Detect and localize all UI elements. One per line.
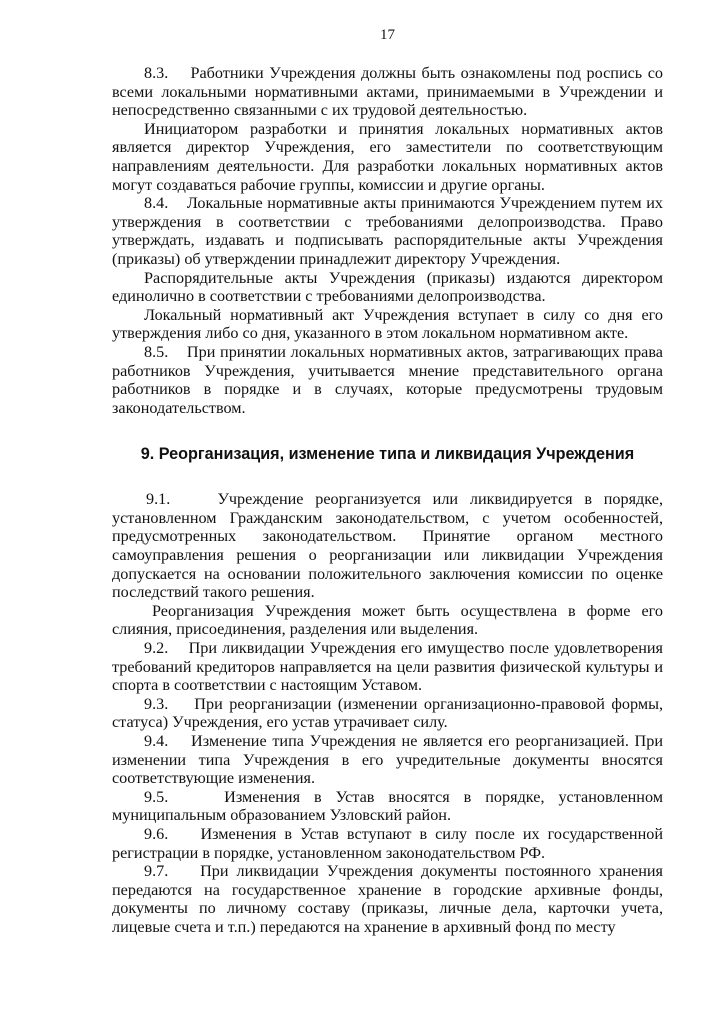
paragraph-9-4: 9.4. Изменение типа Учреждения не является его реорганизацией. При изменении типа Учреждения в его учредительные документы вносятся соответствующие изменения.: [112, 732, 663, 788]
paragraph-8-4: 8.4. Локальные нормативные акты принимаются Учреждением путем их утверждения в соответствии с требованиями делопроизводства. Право утверждать, издавать и подписывать распорядительные акты Учреждения (приказы) об утверждении принадлежит директору Учреждения.: [112, 194, 663, 268]
paragraph-9-6: 9.6. Изменения в Устав вступают в силу после их государственной регистрации в порядке, установленном законодательством РФ.: [112, 824, 663, 862]
page-number: 17: [380, 27, 395, 43]
paragraph-9-1: 9.1. Учреждение реорганизуется или ликвидируется в порядке, установленном Гражданским законодательством, с учетом особенностей, предусмотренных законодательством. Принятие органом местного самоуправления решения о реорганизации или ликвидации Учреждения допускается на основании положительного заключения комиссии по оценке последствий такого решения.: [112, 490, 663, 602]
paragraph-9-7: 9.7. При ликвидации Учреждения документы постоянного хранения передаются на государственное хранение в городские архивные фонды, документы по личному составу (приказы, личные дела, карточки учета, лицевые счета и т.п.) передаются на хранение в архивный фонд по месту: [112, 862, 663, 936]
paragraph-8-3: 8.3. Работники Учреждения должны быть ознакомлены под роспись со всеми локальными нормативными актами, принимаемыми в Учреждении и непосредственно связанными с их трудовой деятельностью.: [112, 64, 663, 120]
paragraph-9-3: 9.3. При реорганизации (изменении организационно-правовой формы, статуса) Учреждения, его устав утрачивает силу.: [112, 694, 663, 732]
paragraph-8-3-initiator: Инициатором разработки и принятия локальных нормативных актов является директор Учреждения, его заместители по соответствующим направлениям деятельности. Для разработки локальных нормативных актов могут создаваться рабочие группы, комиссии и другие органы.: [112, 119, 663, 194]
section-9-title: 9. Реорганизация, изменение типа и ликвидация Учреждения: [140, 445, 635, 464]
paragraph-9-2: 9.2. При ликвидации Учреждения его имущество после удовлетворения требований кредиторов направляется на цели развития физической культуры и спорта в соответствии с настоящим Уставом.: [112, 639, 663, 695]
paragraph-8-5: 8.5. При принятии локальных нормативных актов, затрагивающих права работников Учреждения, учитывается мнение представительного органа работников в порядке и в случаях, которые предусмотрены трудовым законодательством.: [112, 342, 663, 417]
paragraph-9-5: 9.5. Изменения в Устав вносятся в порядке, установленном муниципальным образованием Узловский район.: [112, 787, 663, 825]
paragraph-8-4-orders: Распорядительные акты Учреждения (приказы) издаются директором единолично в соответствии с требованиями делопроизводства.: [112, 268, 663, 306]
paragraph-9-1-forms: Реорганизация Учреждения может быть осуществлена в форме его слияния, присоединения, разделения или выделения.: [112, 601, 663, 639]
paragraph-8-4-effective: Локальный нормативный акт Учреждения вступает в силу со дня его утверждения либо со дня, указанного в этом локальном нормативном акте.: [112, 305, 663, 343]
